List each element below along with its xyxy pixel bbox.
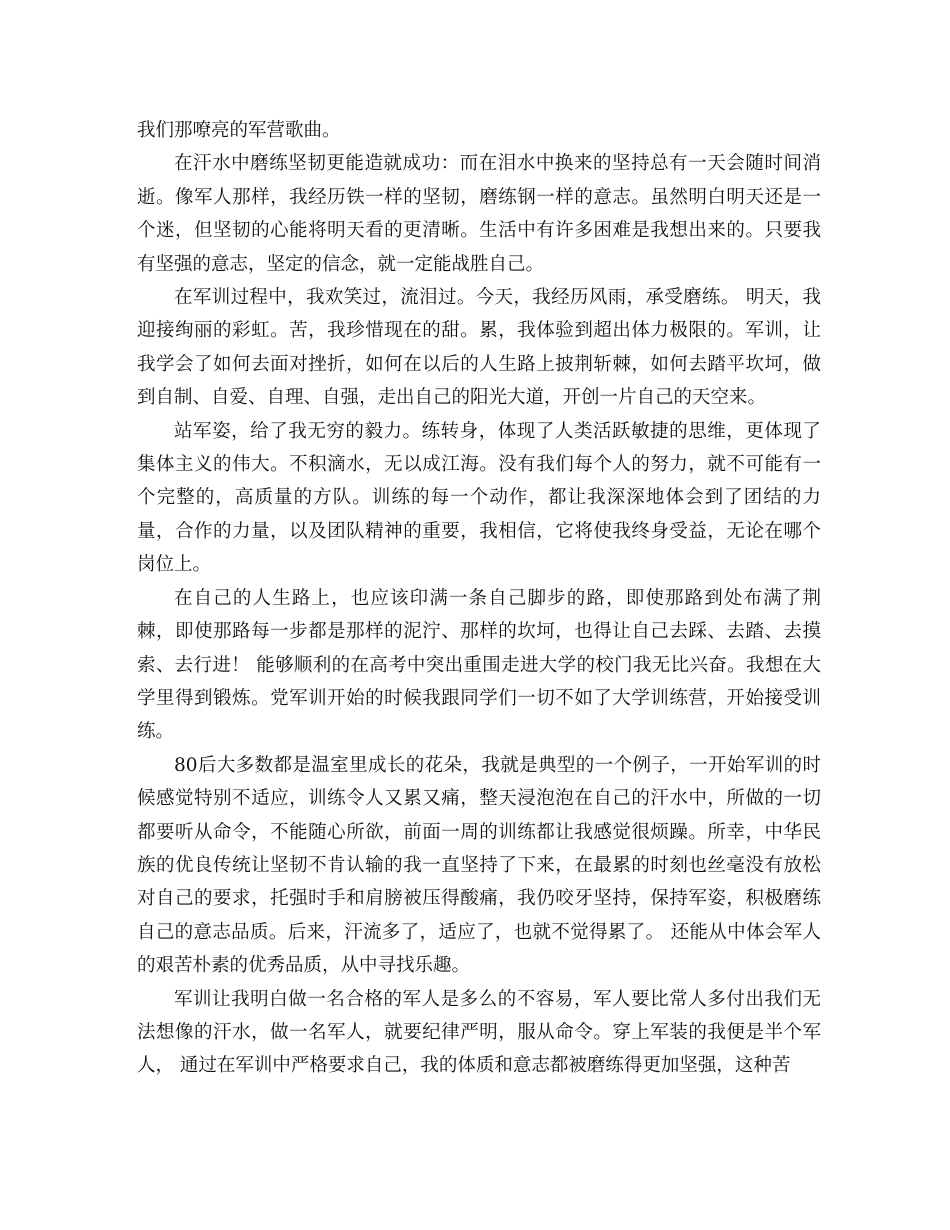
paragraph-life-path: 在自己的人生路上，也应该印满一条自己脚步的路，即使那路到处布满了荆棘，即使那路每一步都是那样的泥泞、那样的坎坷，也得让自己去踩、去踏、去摸索、去行进！ 能够顺利的在高考中突出重围走进大学的校门我无比兴奋。我想在大学里得到锻炼。党军训开始的时候我跟同学们一切不如了大学训练营，开始接受训练。 xyxy=(137,587,821,743)
paragraph-laughter-and-tears: 在军训过程中，我欢笑过，流泪过。今天，我经历风雨，承受磨练。 明天，我迎接绚丽的彩虹。苦，我珍惜现在的甜。累，我体验到超出体力极限的。军训，让我学会了如何去面对挫折，如何在以后的人生路上披荆斩棘，如何去踏平坎坷，做到自制、自爱、自理、自强，走出自己的阳光大道，开创一片自己的天空来。 xyxy=(137,287,821,409)
document-body xyxy=(137,114,821,1083)
paragraph-post-80s-generation: 80后大多数都是温室里成长的花朵，我就是典型的一个例子，一开始军训的时候感觉特别不适应，训练令人又累又痛，整天浸泡泡在自己的汗水中，所做的一切都要听从命令，不能随心所欲，前面一周的训练都让我感觉很烦躁。所幸，中华民族的优良传统让坚韧不肯认输的我一直坚持了下来，在最累的时刻也丝毫没有放松对自己的要求，托强时手和肩膀被压得酸痛，我仍咬牙坚持，保持军姿，积极磨练自己的意志品质。后来，汗流多了，适应了，也就不觉得累了。 还能从中体会军人的艰苦朴素的优秀品质，从中寻找乐趣。 xyxy=(137,754,821,977)
paragraph-qualified-soldier: 军训让我明白做一名合格的军人是多么的不容易，军人要比常人多付出我们无法想像的汗水，做一名军人，就要纪律严明，服从命令。穿上军装的我便是半个军人， 通过在军训中严格要求自己，我的体质和意志都被磨练得更加坚强，这种苦 xyxy=(137,988,821,1077)
paragraph-standing-at-attention: 站军姿，给了我无穷的毅力。练转身，体现了人类活跃敏捷的思维，更体现了集体主义的伟大。不积滴水，无以成江海。没有我们每个人的努力，就不可能有一个完整的，高质量的方队。训练的每一个动作，都让我深深地体会到了团结的力量，合作的力量，以及团队精神的重要，我相信，它将使我终身受益，无论在哪个岗位上。 xyxy=(137,420,821,576)
paragraph-continuation: 我们那嘹亮的军营歌曲。 xyxy=(137,120,341,141)
paragraph-sweat-and-tears: 在汗水中磨练坚韧更能造就成功：而在泪水中换来的坚持总有一天会随时间消逝。像军人那样，我经历铁一样的坚韧，磨练钢一样的意志。虽然明白明天还是一个迷，但坚韧的心能将明天看的更清晰。生活中有许多困难是我想出来的。只要我有坚强的意志，坚定的信念，就一定能战胜自己。 xyxy=(137,153,821,275)
